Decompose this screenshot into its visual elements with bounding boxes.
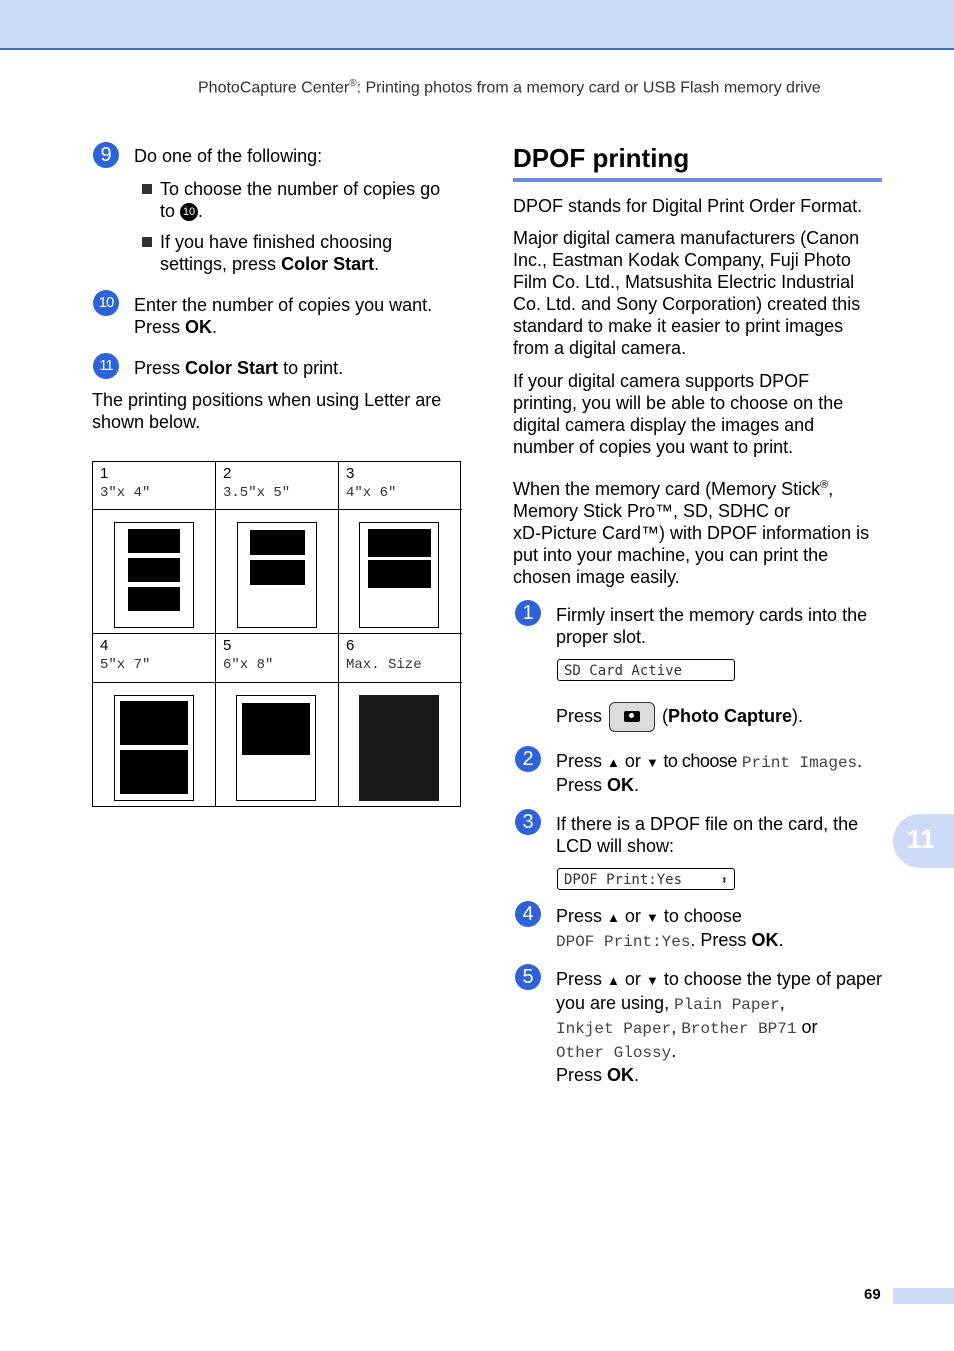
step-badge-2: 2: [515, 746, 541, 772]
step5-text: Press ▲ or ▼ to choose the type of paper you are using, Plain Paper, Inkjet Paper, Brother BP71 or Other Glossy. Press OK.: [556, 969, 882, 1085]
dpof-definition: DPOF stands for Digital Print Order Format.: [513, 196, 863, 216]
table-cell-header-2: 2 3.5"x 5": [216, 462, 339, 510]
layout-diagram-max-size: [339, 683, 462, 806]
circled-ref-10: 10: [180, 203, 198, 221]
step1-text: Firmly insert the memory cards into the proper slot.: [556, 605, 868, 647]
down-arrow-icon: ▼: [645, 755, 659, 770]
lcd-sd-card-active: SD Card Active: [557, 659, 735, 681]
dpof-support-paragraph: If your digital camera supports DPOF printing, you will be able to choose on the digital camera display the images and number of copies you want to print.: [513, 371, 844, 457]
up-arrow-icon: ▲: [607, 973, 620, 988]
page-number-bar: [893, 1288, 954, 1304]
step3-text: If there is a DPOF file on the card, the LCD will show:: [556, 814, 859, 856]
down-arrow-icon: ▼: [645, 910, 659, 925]
photo-capture-key-icon: [609, 702, 655, 732]
layout-diagram-5x7: [93, 683, 216, 806]
table-cell-header-4: 4 5"x 7": [93, 634, 216, 683]
running-header: PhotoCapture Center®: Printing photos from a memory card or USB Flash memory drive: [198, 78, 821, 97]
step-badge-10: 10: [93, 290, 119, 316]
bullet-choose-copies: To choose the number of copies go to 10 .: [142, 178, 462, 222]
up-down-arrows-icon: ⬍: [720, 873, 728, 887]
step4-text: Press ▲ or ▼ to choose DPOF Print:Yes. Press OK.: [556, 906, 784, 951]
chapter-tab: 11: [893, 814, 954, 868]
step-badge-11: 11: [93, 353, 119, 379]
step-badge-1: 1: [515, 600, 541, 626]
step1-press-photo-capture: Press (Photo Capture).: [556, 701, 803, 732]
layout-diagram-3x4: [93, 510, 216, 634]
step9-text: Do one of the following:: [134, 146, 323, 166]
bullet-finished-settings: If you have finished choosing settings, press Color Start.: [142, 231, 462, 275]
up-arrow-icon: ▲: [607, 910, 620, 925]
step-badge-9: 9: [93, 142, 119, 168]
step2-text: Press ▲ or ▼ to choose Print Images. Press OK.: [556, 751, 863, 795]
step-badge-4: 4: [515, 901, 541, 927]
printing-positions-note: The printing positions when using Letter are shown below.: [92, 390, 442, 432]
section-title: DPOF printing: [513, 143, 690, 173]
down-arrow-icon: ▼: [645, 973, 659, 988]
step-badge-3: 3: [515, 809, 541, 835]
title-rule: [513, 178, 882, 182]
layout-diagram-4x6: [339, 510, 462, 634]
up-arrow-icon: ▲: [607, 755, 620, 770]
print-positions-table: [92, 461, 461, 807]
table-cell-header-6: 6 Max. Size: [339, 634, 462, 683]
table-cell-header-5: 5 6"x 8": [216, 634, 339, 683]
step-badge-5: 5: [515, 964, 541, 990]
table-cell-header-1: 1 3"x 4": [93, 462, 216, 510]
lcd-dpof-print-yes: DPOF Print:Yes ⬍: [557, 868, 735, 890]
table-cell-header-3: 3 4"x 6": [339, 462, 462, 510]
top-banner: [0, 0, 954, 50]
page-number: 69: [864, 1286, 881, 1303]
step11-text: Press Color Start to print.: [134, 358, 344, 378]
memory-card-paragraph: When the memory card (Memory Stick®, Memory Stick Pro™, SD, SDHC or xD-Picture Card™) with DPOF information is put into your machine, you can print the chosen image easily.: [513, 479, 870, 587]
step10-text: Enter the number of copies you want. Press OK.: [134, 295, 433, 337]
manufacturers-paragraph: Major digital camera manufacturers (Canon Inc., Eastman Kodak Company, Fuji Photo Film Co. Ltd., Matsushita Electric Industrial Co. Ltd. and Sony Corporation) created this standard to make it easier to print images from a digital camera.: [513, 228, 861, 358]
layout-diagram-3-5x5: [216, 510, 339, 634]
layout-diagram-6x8: [216, 683, 339, 806]
